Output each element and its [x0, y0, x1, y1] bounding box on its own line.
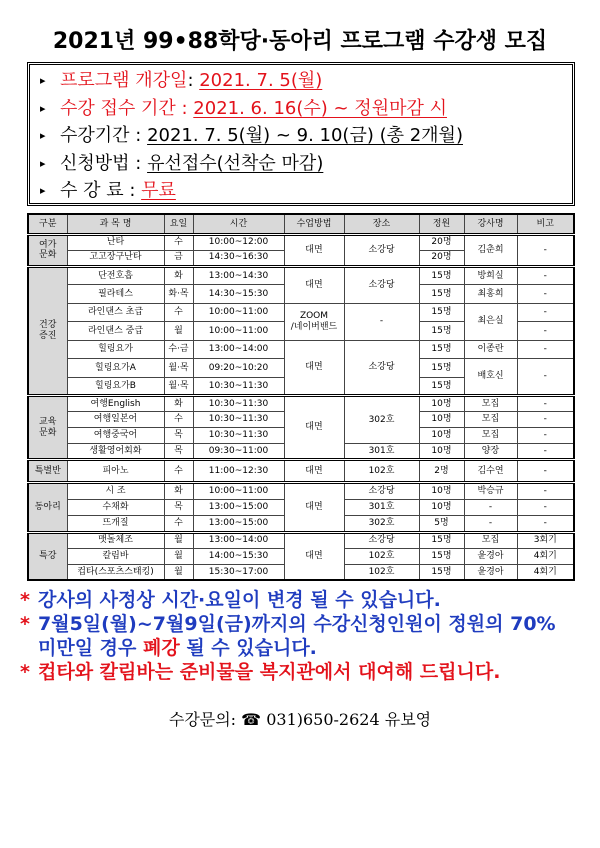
triangle-bullet-icon: ▸: [40, 184, 46, 198]
cell-day: 월: [164, 548, 193, 564]
notice-item: [20, 612, 590, 660]
table-row: [28, 460, 574, 483]
cell-teacher: -: [464, 516, 517, 533]
info-label: 신청방법: [60, 152, 130, 174]
cell-time: 10:30~11:30: [193, 377, 284, 396]
cell-method: 대면: [284, 460, 344, 483]
notice-text-part: 컵타와 칼림바는 준비물을 복지관에서 대여해 드립니다.: [38, 661, 501, 683]
cell-place: 301호: [344, 499, 419, 516]
cell-time: 13:00~14:00: [193, 532, 284, 548]
cell-place: 302호: [344, 516, 419, 533]
cell-note: -: [517, 483, 574, 500]
info-value: 2021. 7. 5(월): [199, 70, 323, 91]
column-header: 구분: [28, 214, 67, 234]
info-separator: :: [175, 97, 194, 119]
table-row: [28, 483, 574, 500]
cell-capacity: 20명: [419, 250, 464, 266]
cell-note: -: [517, 359, 574, 396]
cell-teacher: 모집: [464, 532, 517, 548]
table-row: [28, 396, 574, 412]
cell-capacity: 15명: [419, 564, 464, 580]
notice-text: [38, 612, 590, 660]
table-body: [28, 234, 574, 580]
table-row: [28, 532, 574, 548]
cell-day: 월·목: [164, 377, 193, 396]
asterisk-mark: *: [20, 589, 30, 611]
cell-teacher: 김수연: [464, 460, 517, 483]
notice-text-part: 미만일 경우: [38, 637, 143, 659]
cell-note: -: [517, 340, 574, 359]
cell-day: 화·목: [164, 285, 193, 304]
cell-day: 목: [164, 444, 193, 460]
cell-note: -: [517, 460, 574, 483]
cell-teacher: 모집: [464, 428, 517, 444]
cell-time: 10:30~11:30: [193, 428, 284, 444]
cell-capacity: 15명: [419, 340, 464, 359]
cell-time: 09:20~10:20: [193, 359, 284, 378]
table-row: [28, 303, 574, 322]
group-label: 특별반: [28, 460, 67, 483]
info-row: [40, 177, 572, 205]
cell-subject: 라인댄스 중급: [67, 322, 164, 341]
cell-day: 월: [164, 564, 193, 580]
table-header: [28, 214, 574, 234]
cell-day: 수·금: [164, 340, 193, 359]
cell-method: 대면: [284, 396, 344, 460]
column-header: 요일: [164, 214, 193, 234]
info-separator: :: [187, 70, 200, 91]
cell-subject: 칼림바: [67, 548, 164, 564]
info-label: 수강기간: [60, 125, 130, 147]
info-label: 프로그램 개강일: [60, 70, 188, 91]
cell-teacher: 모집: [464, 396, 517, 412]
cell-subject: 여행English: [67, 396, 164, 412]
table-row: [28, 340, 574, 359]
cell-day: 수: [164, 516, 193, 533]
cell-teacher: -: [464, 499, 517, 516]
info-row: [40, 122, 572, 150]
contact-line: [0, 708, 600, 732]
asterisk-mark: *: [20, 613, 30, 635]
cell-day: 수: [164, 234, 193, 250]
cell-note: -: [517, 499, 574, 516]
triangle-bullet-icon: ▸: [40, 74, 46, 87]
cell-place: 302호: [344, 396, 419, 444]
cell-teacher: 윤경아: [464, 548, 517, 564]
info-row: [40, 95, 572, 123]
cell-place: 소강당: [344, 266, 419, 303]
info-value: 무료: [141, 180, 176, 202]
cell-capacity: 10명: [419, 499, 464, 516]
asterisk-mark: *: [20, 661, 30, 683]
cell-note: -: [517, 428, 574, 444]
notice-line: [38, 588, 590, 612]
cell-time: 13:00~14:00: [193, 340, 284, 359]
cell-note: -: [517, 234, 574, 266]
cell-note: -: [517, 303, 574, 322]
cell-place: 소강당: [344, 234, 419, 266]
cell-time: 14:30~15:30: [193, 285, 284, 304]
cell-teacher: 배호신: [464, 359, 517, 396]
cell-note: -: [517, 285, 574, 304]
cell-note: 4회기: [517, 564, 574, 580]
cell-day: 목: [164, 499, 193, 516]
info-row: [40, 67, 572, 95]
cell-place: 102호: [344, 564, 419, 580]
cell-teacher: 김춘희: [464, 234, 517, 266]
group-label: 여가 문화: [28, 234, 67, 266]
column-header: 시간: [193, 214, 284, 234]
cell-day: 금: [164, 250, 193, 266]
column-header: 장소: [344, 214, 419, 234]
cell-capacity: 15명: [419, 377, 464, 396]
cell-teacher: 양장: [464, 444, 517, 460]
cell-day: 월: [164, 532, 193, 548]
cell-note: -: [517, 412, 574, 428]
cell-place: 102호: [344, 548, 419, 564]
cell-place: 소강당: [344, 483, 419, 500]
cell-day: 월: [164, 322, 193, 341]
cell-teacher: 윤경아: [464, 564, 517, 580]
info-separator: :: [129, 152, 148, 174]
cell-capacity: 10명: [419, 483, 464, 500]
group-label: 건강 증진: [28, 266, 67, 396]
cell-method: 대면: [284, 340, 344, 396]
notice-line: [38, 612, 590, 636]
cell-capacity: 10명: [419, 412, 464, 428]
notice-text: [38, 588, 590, 612]
notice-line: [38, 660, 590, 684]
notice-item: [20, 660, 590, 684]
phone-icon: ☎: [241, 710, 262, 729]
cell-time: 10:00~12:00: [193, 234, 284, 250]
cell-capacity: 10명: [419, 428, 464, 444]
cell-capacity: 2명: [419, 460, 464, 483]
cell-place: 102호: [344, 460, 419, 483]
cell-note: 4회기: [517, 548, 574, 564]
header-row: [28, 214, 574, 234]
cell-subject: 컵타(스포츠스태킹): [67, 564, 164, 580]
cell-day: 월·목: [164, 359, 193, 378]
column-header: 수업방법: [284, 214, 344, 234]
notice-line: [38, 636, 590, 660]
cell-capacity: 10명: [419, 396, 464, 412]
triangle-bullet-icon: ▸: [40, 156, 46, 170]
info-label: 수 강 료: [60, 180, 124, 202]
cell-day: 목: [164, 428, 193, 444]
cell-time: 13:00~14:30: [193, 266, 284, 285]
cell-time: 10:30~11:30: [193, 396, 284, 412]
contact-name: 유보영: [384, 710, 432, 729]
cell-day: 화: [164, 266, 193, 285]
notice-text-part: 7월5일(월)~7월9일(금)까지의 수강신청인원이 정원의 70%: [38, 613, 556, 635]
cell-time: 10:00~11:00: [193, 303, 284, 322]
cell-capacity: 15명: [419, 285, 464, 304]
contact-phone: 031)650-2624: [266, 710, 380, 729]
cell-subject: 고고장구난타: [67, 250, 164, 266]
cell-day: 화: [164, 396, 193, 412]
cell-time: 10:30~11:30: [193, 412, 284, 428]
cell-subject: 여행중국어: [67, 428, 164, 444]
cell-note: -: [517, 516, 574, 533]
cell-time: 13:00~15:00: [193, 516, 284, 533]
cell-teacher: 박승규: [464, 483, 517, 500]
cell-time: 09:30~11:00: [193, 444, 284, 460]
cell-time: 11:00~12:30: [193, 460, 284, 483]
cell-time: 15:30~17:00: [193, 564, 284, 580]
cell-day: 수: [164, 303, 193, 322]
cell-subject: 맷돌체조: [67, 532, 164, 548]
cell-note: -: [517, 444, 574, 460]
group-label: 특강: [28, 532, 67, 580]
cell-note: -: [517, 266, 574, 285]
notice-item: [20, 588, 590, 612]
cell-method: 대면: [284, 234, 344, 266]
cell-time: 10:00~11:00: [193, 483, 284, 500]
cell-place: 소강당: [344, 340, 419, 396]
cell-subject: 여행일본어: [67, 412, 164, 428]
cell-subject: 뜨개질: [67, 516, 164, 533]
cell-capacity: 15명: [419, 303, 464, 322]
cell-subject: 힐링요가A: [67, 359, 164, 378]
cell-teacher: 모집: [464, 412, 517, 428]
cell-teacher: 최은실: [464, 303, 517, 340]
cell-capacity: 20명: [419, 234, 464, 250]
cell-subject: 힐링요가B: [67, 377, 164, 396]
cell-teacher: 방희실: [464, 266, 517, 285]
cell-subject: 라인댄스 초급: [67, 303, 164, 322]
cell-note: 3회기: [517, 532, 574, 548]
info-separator: :: [123, 180, 142, 202]
program-info-box: [27, 62, 575, 206]
cell-capacity: 15명: [419, 532, 464, 548]
cell-place: -: [344, 303, 419, 340]
notice-text-part: 폐강: [143, 637, 180, 659]
cell-method: 대면: [284, 266, 344, 303]
cell-teacher: 최홍희: [464, 285, 517, 304]
info-value: 2021. 6. 16(수) ~ 정원마감 시: [193, 97, 447, 119]
cell-time: 14:00~15:30: [193, 548, 284, 564]
program-schedule-table: [27, 213, 575, 581]
cell-subject: 단전호흡: [67, 266, 164, 285]
notice-text: [38, 660, 590, 684]
cell-place: 301호: [344, 444, 419, 460]
contact-label: 수강문의:: [168, 710, 237, 729]
cell-capacity: 15명: [419, 322, 464, 341]
column-header: 과 목 명: [67, 214, 164, 234]
cell-note: -: [517, 322, 574, 341]
cell-subject: 수채화: [67, 499, 164, 516]
cell-capacity: 5명: [419, 516, 464, 533]
table-row: [28, 234, 574, 250]
info-value: 2021. 7. 5(월) ~ 9. 10(금) (총 2개월): [147, 125, 463, 147]
page-title: 2021년 99•88학당·동아리 프로그램 수강생 모집: [52, 29, 548, 54]
column-header: 비고: [517, 214, 574, 234]
triangle-bullet-icon: ▸: [40, 129, 46, 143]
cell-subject: 힐링요가: [67, 340, 164, 359]
cell-day: 화: [164, 483, 193, 500]
notice-list: [20, 588, 590, 684]
cell-note: -: [517, 396, 574, 412]
group-label: 교육 문화: [28, 396, 67, 460]
cell-capacity: 15명: [419, 266, 464, 285]
cell-subject: 필라테스: [67, 285, 164, 304]
cell-subject: 시 조: [67, 483, 164, 500]
column-header: 강사명: [464, 214, 517, 234]
notice-text-part: 강사의 사정상 시간·요일이 변경 될 수 있습니다.: [38, 589, 441, 611]
triangle-bullet-icon: ▸: [40, 101, 46, 115]
cell-capacity: 15명: [419, 548, 464, 564]
info-row: [40, 150, 572, 178]
cell-method: ZOOM /네이버밴드: [284, 303, 344, 340]
cell-time: 13:00~15:00: [193, 499, 284, 516]
cell-time: 10:00~11:00: [193, 322, 284, 341]
info-value: 유선접수(선착순 마감): [147, 152, 324, 174]
cell-time: 14:30~16:30: [193, 250, 284, 266]
cell-method: 대면: [284, 532, 344, 580]
info-separator: :: [129, 125, 148, 147]
cell-capacity: 10명: [419, 444, 464, 460]
cell-subject: 생활영어회화: [67, 444, 164, 460]
cell-place: 소강당: [344, 532, 419, 548]
cell-subject: 난타: [67, 234, 164, 250]
cell-subject: 피아노: [67, 460, 164, 483]
cell-day: 수: [164, 412, 193, 428]
notice-text-part: 될 수 있습니다.: [179, 637, 317, 659]
table-row: [28, 266, 574, 285]
group-label: 동아리: [28, 483, 67, 533]
cell-day: 수: [164, 460, 193, 483]
cell-teacher: 이종란: [464, 340, 517, 359]
column-header: 정원: [419, 214, 464, 234]
cell-capacity: 15명: [419, 359, 464, 378]
info-label: 수강 접수 기간: [60, 97, 176, 119]
cell-method: 대면: [284, 483, 344, 533]
